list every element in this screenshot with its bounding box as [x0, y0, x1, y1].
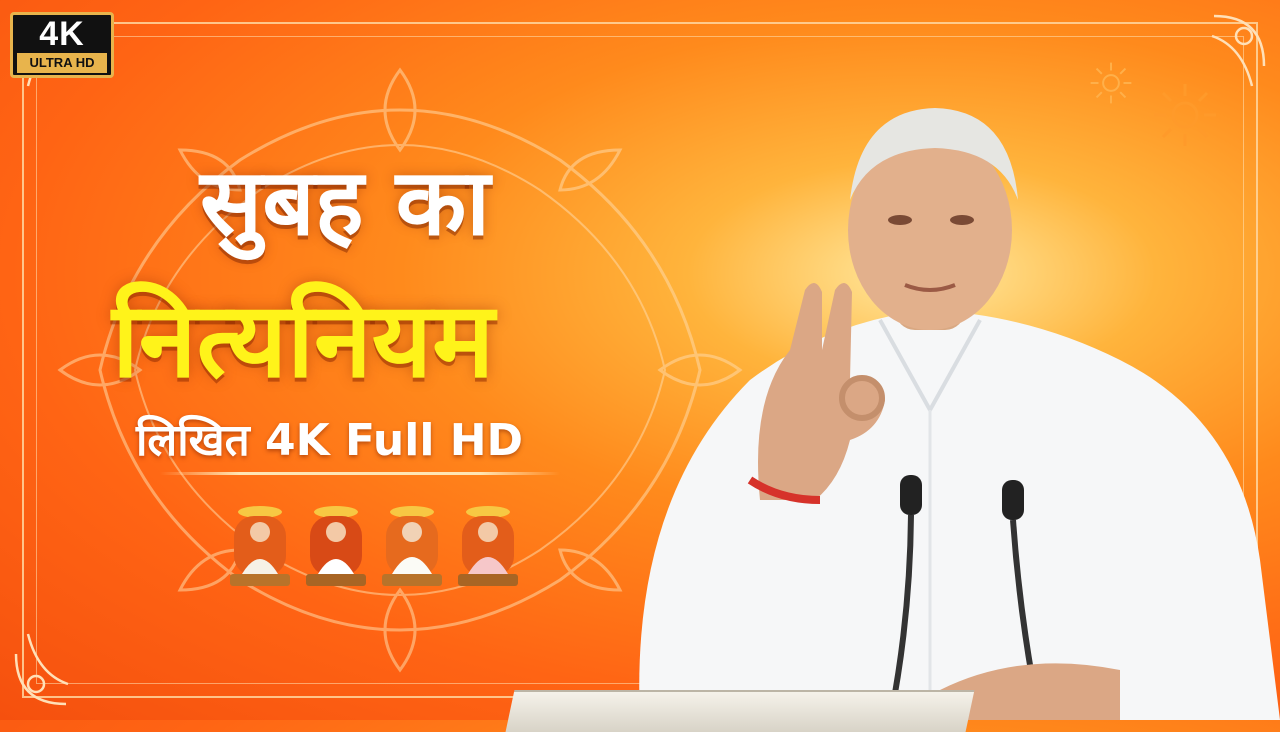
4k-ultra-hd-badge — [10, 12, 114, 78]
corner-ornament-icon — [6, 594, 126, 714]
saint-figure-icon — [300, 496, 372, 592]
subtitle: लिखित 4K Full HD — [136, 415, 524, 466]
speaker-illustration — [600, 80, 1280, 720]
title-line-2: नित्यनियम — [112, 279, 495, 401]
open-book — [506, 690, 975, 732]
saint-figure-icon — [224, 496, 296, 592]
saint-figures-row — [220, 496, 520, 596]
badge-4k-label: 4K — [39, 15, 85, 53]
badge-ultra-hd-label: ULTRA HD — [17, 53, 107, 73]
subtitle-divider — [160, 472, 560, 475]
saint-figure-icon — [376, 496, 448, 592]
saint-figure-icon — [452, 496, 524, 592]
title-line-1: सुबह का — [200, 149, 491, 256]
